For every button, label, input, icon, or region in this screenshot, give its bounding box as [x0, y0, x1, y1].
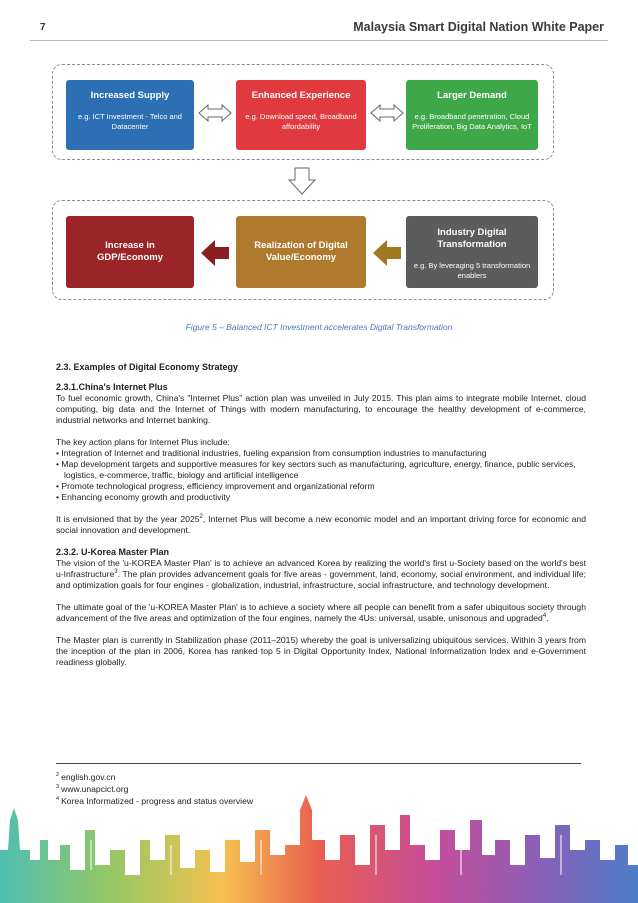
page-number: 7 [40, 22, 46, 33]
footnote-item [56, 771, 253, 783]
footnote-ref: 4 [542, 613, 547, 620]
left-arrow-icon [200, 238, 230, 268]
larger-demand-desc: e.g. Broadband penetration, Cloud Proliferation, Big Data Analytics, IoT [412, 112, 532, 131]
increased-supply-desc: e.g. ICT Investment - Telco and Datacenter [78, 112, 182, 131]
increase-gdp-box [66, 216, 194, 288]
korea-paragraph-1 [56, 558, 586, 591]
increased-supply-title: Increased Supply [90, 90, 170, 101]
footnote-text: english.gov.cn [61, 772, 116, 782]
realization-digital-value-title: Realization of Digital Value/Economy [254, 240, 348, 263]
korea-paragraph-3: The Master plan is currently in Stabilization phase (2011–2015) whereby the goal is universalizing ubiquitous services. Within 3 years from the inception of the plan in 2006, Korea has ranked top 5 in Digital Opportunity Index, National Informatization Index and e-Government readiness globally. [56, 635, 586, 667]
enhanced-experience-box [236, 80, 366, 150]
list-item: • Integration of Internet and traditional industries, fueling expansion from consumption industries to manufacturing [56, 448, 586, 459]
china-paragraph-1: To fuel economic growth, China's "Internet Plus" action plan was unveiled in July 2015. This plan aims to integrate mobile Internet, cloud computing, big data and the Internet of Things with modern manufacturing, to encourage the healthy development of e-commerce, industrial networks and Internet banking. [56, 393, 586, 425]
list-item: • Promote technological progress, efficiency improvement and organizational reform [56, 481, 586, 492]
header-divider [30, 40, 608, 41]
realization-digital-value-box [236, 216, 366, 288]
page-header [0, 0, 638, 40]
industry-digital-transformation-desc: e.g. By leveraging 5 transformation enablers [413, 261, 531, 280]
document-title: Malaysia Smart Digital Nation White Paper [353, 20, 604, 34]
korea-heading: 2.3.2. U-Korea Master Plan [56, 547, 170, 557]
increase-gdp-title: Increase in GDP/Economy [97, 240, 163, 263]
korea-paragraph-2-b: . [546, 613, 549, 623]
left-arrow-icon [372, 238, 402, 268]
city-skyline-illustration [0, 790, 638, 903]
footnote-ref: 2 [199, 514, 203, 521]
footnote-number: 4 [56, 796, 60, 803]
industry-digital-transformation-title: Industry Digital Transformation [437, 227, 507, 250]
double-arrow-icon [370, 103, 404, 123]
china-paragraph-2-b: , Internet Plus will become a new economic model and an important driving force for economic and social innovation and development. [56, 514, 586, 535]
korea-paragraph-1-b: . The plan provides advancement goals for five areas - government, land, economy, social environment, and individual life; and optimization goals for four engines - globalization, industrial, infrastructure, social infrastructure, and technology development. [56, 569, 586, 590]
footnote-text: www.unapcict.org [61, 784, 129, 794]
footnote-text: Korea Informatized - progress and status overview [61, 796, 254, 806]
footnote-ref: 3 [114, 569, 118, 576]
list-item: • Map development targets and supportive measures for key sectors such as manufacturing, agriculture, energy, finance, public services, logistics, e-commerce, traffic, biology and artificial intelligence [56, 459, 586, 481]
figure-caption: Figure 5 – Balanced ICT Investment accelerates Digital Transformation [185, 322, 453, 332]
china-heading: 2.3.1.China's Internet Plus [56, 382, 168, 392]
footnote-number: 3 [56, 784, 60, 791]
china-intro: The key action plans for Internet Plus include: [56, 437, 230, 447]
industry-digital-transformation-box [406, 216, 538, 288]
korea-paragraph-1-a: The vision of the 'u-KOREA Master Plan' is to achieve an advanced Korea by realizing the world's first u-Society based on the world's best u-Infrastructure [56, 558, 586, 579]
china-action-list [56, 448, 586, 503]
section-heading: 2.3. Examples of Digital Economy Strategy [56, 362, 239, 372]
china-paragraph-2 [56, 514, 586, 536]
down-arrow-icon [288, 167, 316, 195]
enhanced-experience-title: Enhanced Experience [251, 90, 351, 101]
increased-supply-box [66, 80, 194, 150]
enhanced-experience-desc: e.g. Download speed, Broadband affordability [245, 112, 357, 131]
list-item: • Enhancing economy growth and productivity [56, 492, 586, 503]
larger-demand-title: Larger Demand [437, 90, 507, 101]
korea-paragraph-2 [56, 602, 586, 624]
korea-paragraph-2-a: The ultimate goal of the 'u-KOREA Master Plan' is to achieve a society where all people can benefit from a safer ubiquitous society through advancement of the five areas and optimization of the four engines, namely the 4Us: universal, usable, unisonous and upgraded [56, 602, 586, 623]
footnote-divider [56, 763, 581, 764]
footnote-number: 2 [56, 772, 60, 779]
double-arrow-icon [198, 103, 232, 123]
larger-demand-box [406, 80, 538, 150]
main-content [56, 362, 586, 668]
china-paragraph-2-a: It is envisioned that by the year 2025 [56, 514, 200, 524]
